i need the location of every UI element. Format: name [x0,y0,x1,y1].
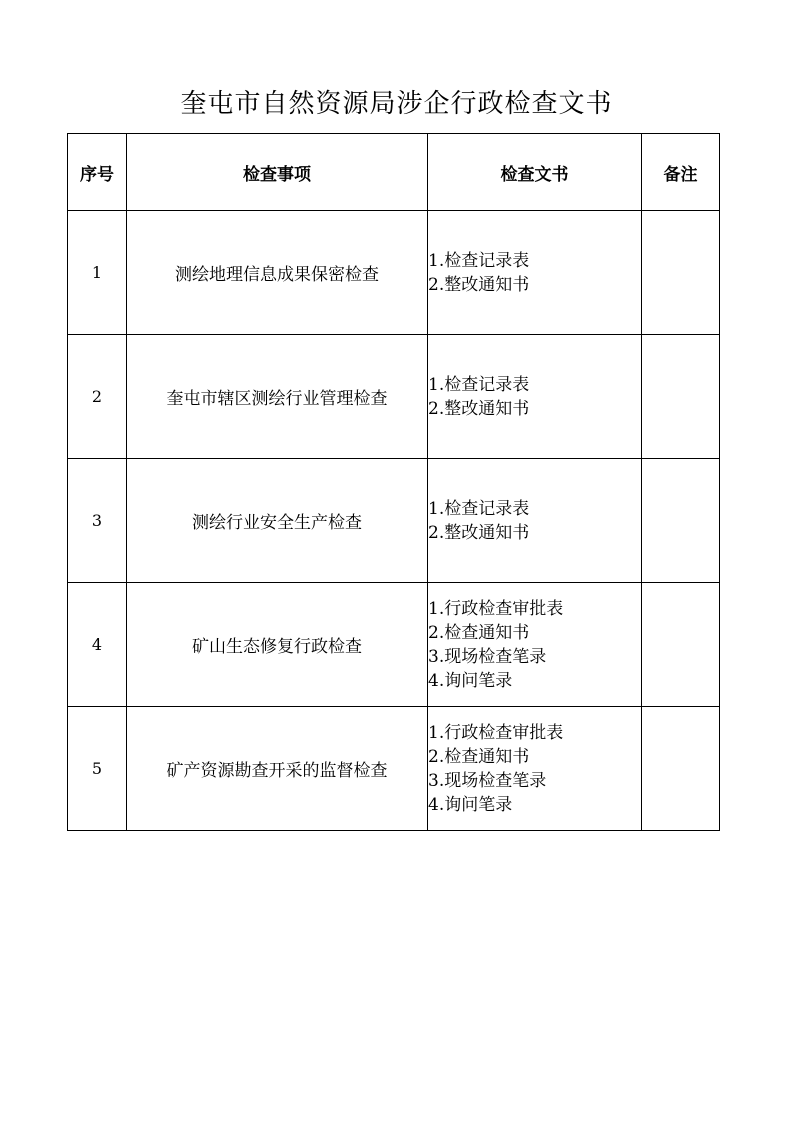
remarks-cell [642,707,720,831]
doc-line: 1.检查记录表 [428,498,530,519]
inspection-docs [428,335,642,459]
inspection-docs [428,583,642,707]
remarks-cell [642,335,720,459]
table-row [68,583,720,707]
inspection-item: 矿山生态修复行政检查 [127,583,428,707]
doc-line: 3.现场检查笔录 [428,770,547,791]
doc-line: 1.检查记录表 [428,250,530,271]
remarks-cell [642,459,720,583]
doc-line: 2.检查通知书 [428,622,530,643]
inspection-docs [428,707,642,831]
row-number: 2 [68,335,127,459]
remarks-cell [642,583,720,707]
inspection-item: 奎屯市辖区测绘行业管理检查 [127,335,428,459]
document-title: 奎屯市自然资源局涉企行政检查文书 [180,89,613,119]
row-number: 3 [68,459,127,583]
table-row [68,707,720,831]
header-remarks: 备注 [642,134,720,211]
remarks-cell [642,211,720,335]
inspection-item: 测绘地理信息成果保密检查 [127,211,428,335]
inspection-item: 测绘行业安全生产检查 [127,459,428,583]
inspection-item: 矿产资源勘查开采的监督检查 [127,707,428,831]
header-docs: 检查文书 [428,134,642,211]
header-item: 检查事项 [127,134,428,211]
header-no: 序号 [68,134,127,211]
row-number: 1 [68,211,127,335]
doc-line: 1.检查记录表 [428,374,530,395]
doc-line: 2.检查通知书 [428,746,530,767]
table-header-row [68,134,720,211]
doc-line: 2.整改通知书 [428,522,530,543]
table-row [68,335,720,459]
doc-line: 4.询问笔录 [428,670,513,691]
inspection-docs [428,211,642,335]
doc-line: 2.整改通知书 [428,398,530,419]
row-number: 5 [68,707,127,831]
row-number: 4 [68,583,127,707]
doc-line: 1.行政检查审批表 [428,598,564,619]
doc-line: 3.现场检查笔录 [428,646,547,667]
doc-line: 1.行政检查审批表 [428,722,564,743]
doc-line: 2.整改通知书 [428,274,530,295]
doc-line: 4.询问笔录 [428,794,513,815]
table-row [68,211,720,335]
inspection-documents-table [67,133,720,831]
table-row [68,459,720,583]
inspection-docs [428,459,642,583]
